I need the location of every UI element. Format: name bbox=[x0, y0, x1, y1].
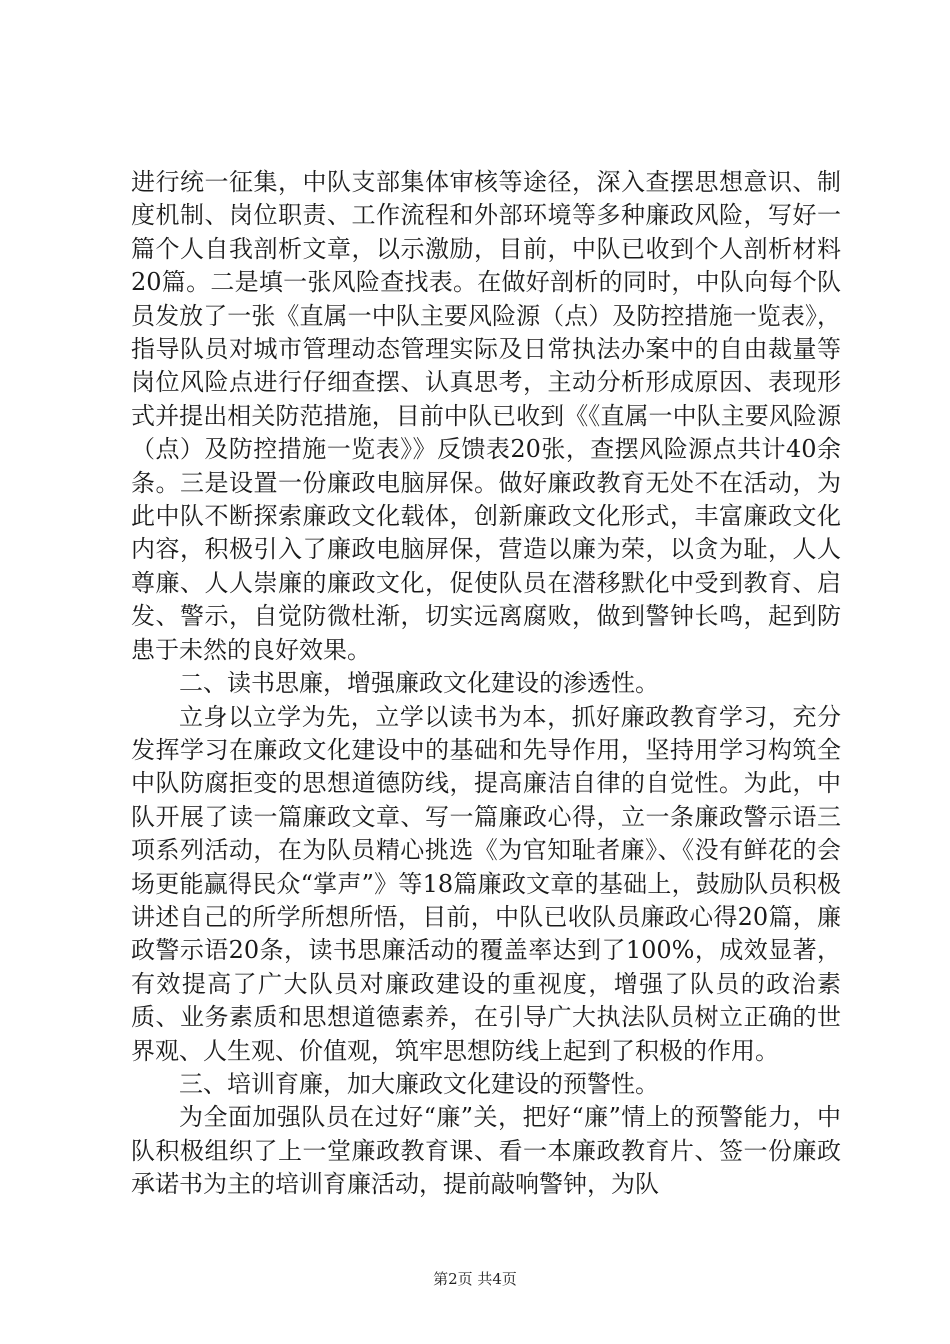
section-heading-3: 三、培训育廉，加大廉政文化建设的预警性。 bbox=[179, 1069, 659, 1098]
document-body bbox=[131, 166, 841, 1202]
page-number-footer: 第2页 共4页 bbox=[433, 1270, 517, 1288]
section-heading-2: 二、读书思廉，增强廉政文化建设的渗透性。 bbox=[179, 669, 659, 698]
paragraph-reading: 立身以立学为先，立学以读书为本，抓好廉政教育学习，充分发挥学习在廉政文化建设中的基础和先导作用，坚持用学习构筑全中队防腐拒变的思想道德防线，提高廉洁自律的自觉性。为此，中队开展了读一篇廉政文章、写一篇廉政心得，立一条廉政警示语三项系列活动，在为队员精心挑选《为官知耻者廉》、《没有鲜花的会场更能赢得民众“掌声”》等18篇廉政文章的基础上，鼓励队员积极讲述自己的所学所想所悟，目前，中队已收队员廉政心得20篇，廉政警示语20条，读书思廉活动的覆盖率达到了100%，成效显著，有效提高了广大队员对廉政建设的重视度，增强了队员的政治素质、业务素质和思想道德素养，在引导广大执法队员树立正确的世界观、人生观、价值观，筑牢思想防线上起到了积极的作用。 bbox=[131, 702, 841, 1065]
paragraph-training: 为全面加强队员在过好“廉”关，把好“廉”情上的预警能力，中队积极组织了上一堂廉政教育课、看一本廉政教育片、签一份廉政承诺书为主的培训育廉活动，提前敲响警钟，为队 bbox=[131, 1103, 841, 1199]
paragraph-continued: 进行统一征集，中队支部集体审核等途径，深入查摆思想意识、制度机制、岗位职责、工作流程和外部环境等多种廉政风险，写好一篇个人自我剖析文章，以示激励，目前，中队已收到个人剖析材料20篇。二是填一张风险查找表。在做好剖析的同时，中队向每个队员发放了一张《直属一中队主要风险源（点）及防控措施一览表》，指导队员对城市管理动态管理实际及日常执法办案中的自由裁量等岗位风险点进行仔细查摆、认真思考，主动分析形成原因、表现形式并提出相关防范措施，目前中队已收到《《直属一中队主要风险源（点）及防控措施一览表》》反馈表20张，查摆风险源点共计40余条。三是设置一份廉政电脑屏保。做好廉政教育无处不在活动，为此中队不断探索廉政文化载体，创新廉政文化形式，丰富廉政文化内容，积极引入了廉政电脑屏保，营造以廉为荣，以贪为耻，人人尊廉、人人崇廉的廉政文化，促使队员在潜移默化中受到教育、启发、警示，自觉防微杜渐，切实远离腐败，做到警钟长鸣，起到防患于未然的良好效果。 bbox=[131, 168, 841, 664]
